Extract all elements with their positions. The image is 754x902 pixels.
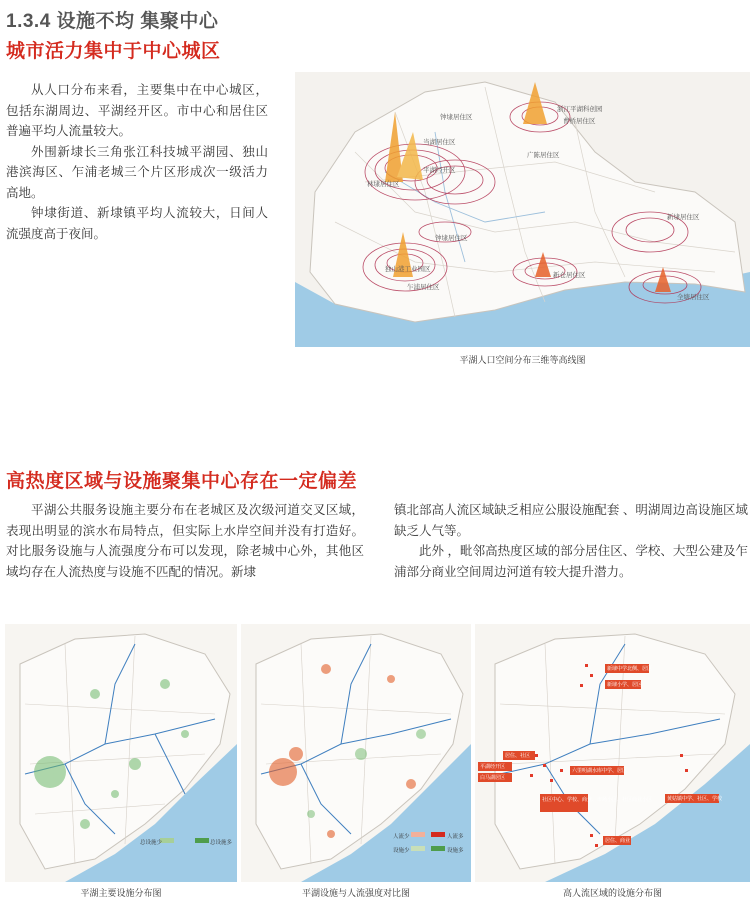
paragraph: 从人口分布来看，主要集中在中心城区，包括东湖周边、平湖经开区。市中心和居住区普遍平均人流量较大。 [6,83,268,138]
section2-text-left [6,500,364,582]
legend-label: 人流少 [393,834,410,840]
facility-tag: 平湖经开区 [480,764,506,770]
legend-label: 设施少 [393,848,410,854]
high-flow-facility-map [475,624,750,882]
legend-label: 总设施少 [140,840,163,846]
facility-flow-comparison-map [241,624,471,882]
paragraph: 此外 ，毗邻高热度区域的部分居住区、学校、大型公建及乍浦部分商业空间周边河道有较大提升潜力。 [394,544,748,579]
map-caption: 平湖主要设施分布图 [80,888,162,898]
facility-tag: 新埭小学、居区 [607,682,643,688]
legend-swatch [431,846,445,851]
legend-swatch [411,832,425,837]
legend-swatch [195,838,209,843]
section1-text [6,80,268,244]
map-label: 平湖经开区 [423,167,456,174]
map-label: 乍浦居住区 [407,284,440,291]
facility-distribution-map [5,624,237,882]
contour-map-graphic [295,72,750,347]
facility-tag: 居住、社区 [505,753,531,759]
map-label: 新埭居住区 [667,214,700,221]
legend-label: 设施多 [447,848,464,854]
paragraph: 镇北部高人流区域缺乏相应公服设施配套 、明湖周边高设施区域缺乏人气等。 [394,503,748,538]
section2-text-right [394,500,748,582]
population-3d-contour-map [295,72,750,347]
facility-tag: 社区中心、学校、商业、市场小区、社区商业小区 [542,797,653,803]
paragraph: 钟埭街道、新埭镇平均人流较大，日间人流强度高于夜间。 [6,206,268,241]
facility-tag: 六里明湖水库中学、居区 [572,768,628,774]
map-label: 当湖居住区 [423,139,456,146]
paragraph: 平湖公共服务设施主要分布在老城区及次级河道交叉区域，表现出明显的滨水布局特点，但实际上水岸空间并没有打造好。对比服务设施与人流强度分布可以发现，除老城中心外，其他区域均存在人流热度与设施不匹配的情况。新埭 [6,503,364,579]
legend-label: 总设施多 [210,840,233,846]
map-label: 曹桥居住区 [563,118,596,125]
section1-headline: 城市活力集中于中心城区 [6,41,221,62]
paragraph: 外围新埭长三角张江科技城平湖园、独山港滨海区、乍浦老城三个片区形成次一级活力高地。 [6,144,268,200]
map-label: 独山港工业园区 [385,266,431,273]
facility-tag: 白马湖居区 [480,775,506,781]
map-label: 新仓居住区 [553,272,586,279]
map-label: 林埭居住区 [367,181,400,188]
map-label: 钟埭居住区 [435,235,468,242]
facility-tag: 居住、商业 [605,838,631,844]
map-caption: 高人流区域的设施分布图 [562,888,662,898]
map-caption: 平湖人口空间分布三维等高线图 [459,355,586,365]
facility-tag: 新埭中学北侧、居区 [607,666,653,672]
map-label: 全塘居住区 [677,294,710,301]
section2-headline: 高热度区域与设施聚集中心存在一定偏差 [6,471,358,492]
map-label: 浙江平湖科创园 [557,106,603,113]
map-caption: 平湖设施与人流强度对比图 [301,888,410,898]
facility-map-graphic [5,624,237,882]
map-label: 钟埭居住区 [440,114,473,121]
legend-label: 人流多 [447,834,464,840]
comparison-map-graphic [241,624,471,882]
map-label: 广陈居住区 [527,152,560,159]
legend-swatch [431,832,445,837]
high-flow-map-graphic [475,624,750,882]
facility-tag: 黄姑镇中学、社区、学校 [667,796,723,802]
legend-swatch [411,846,425,851]
legend-swatch [160,838,174,843]
section-number-title: 1.3.4 设施不均 集聚中心 [6,11,219,32]
